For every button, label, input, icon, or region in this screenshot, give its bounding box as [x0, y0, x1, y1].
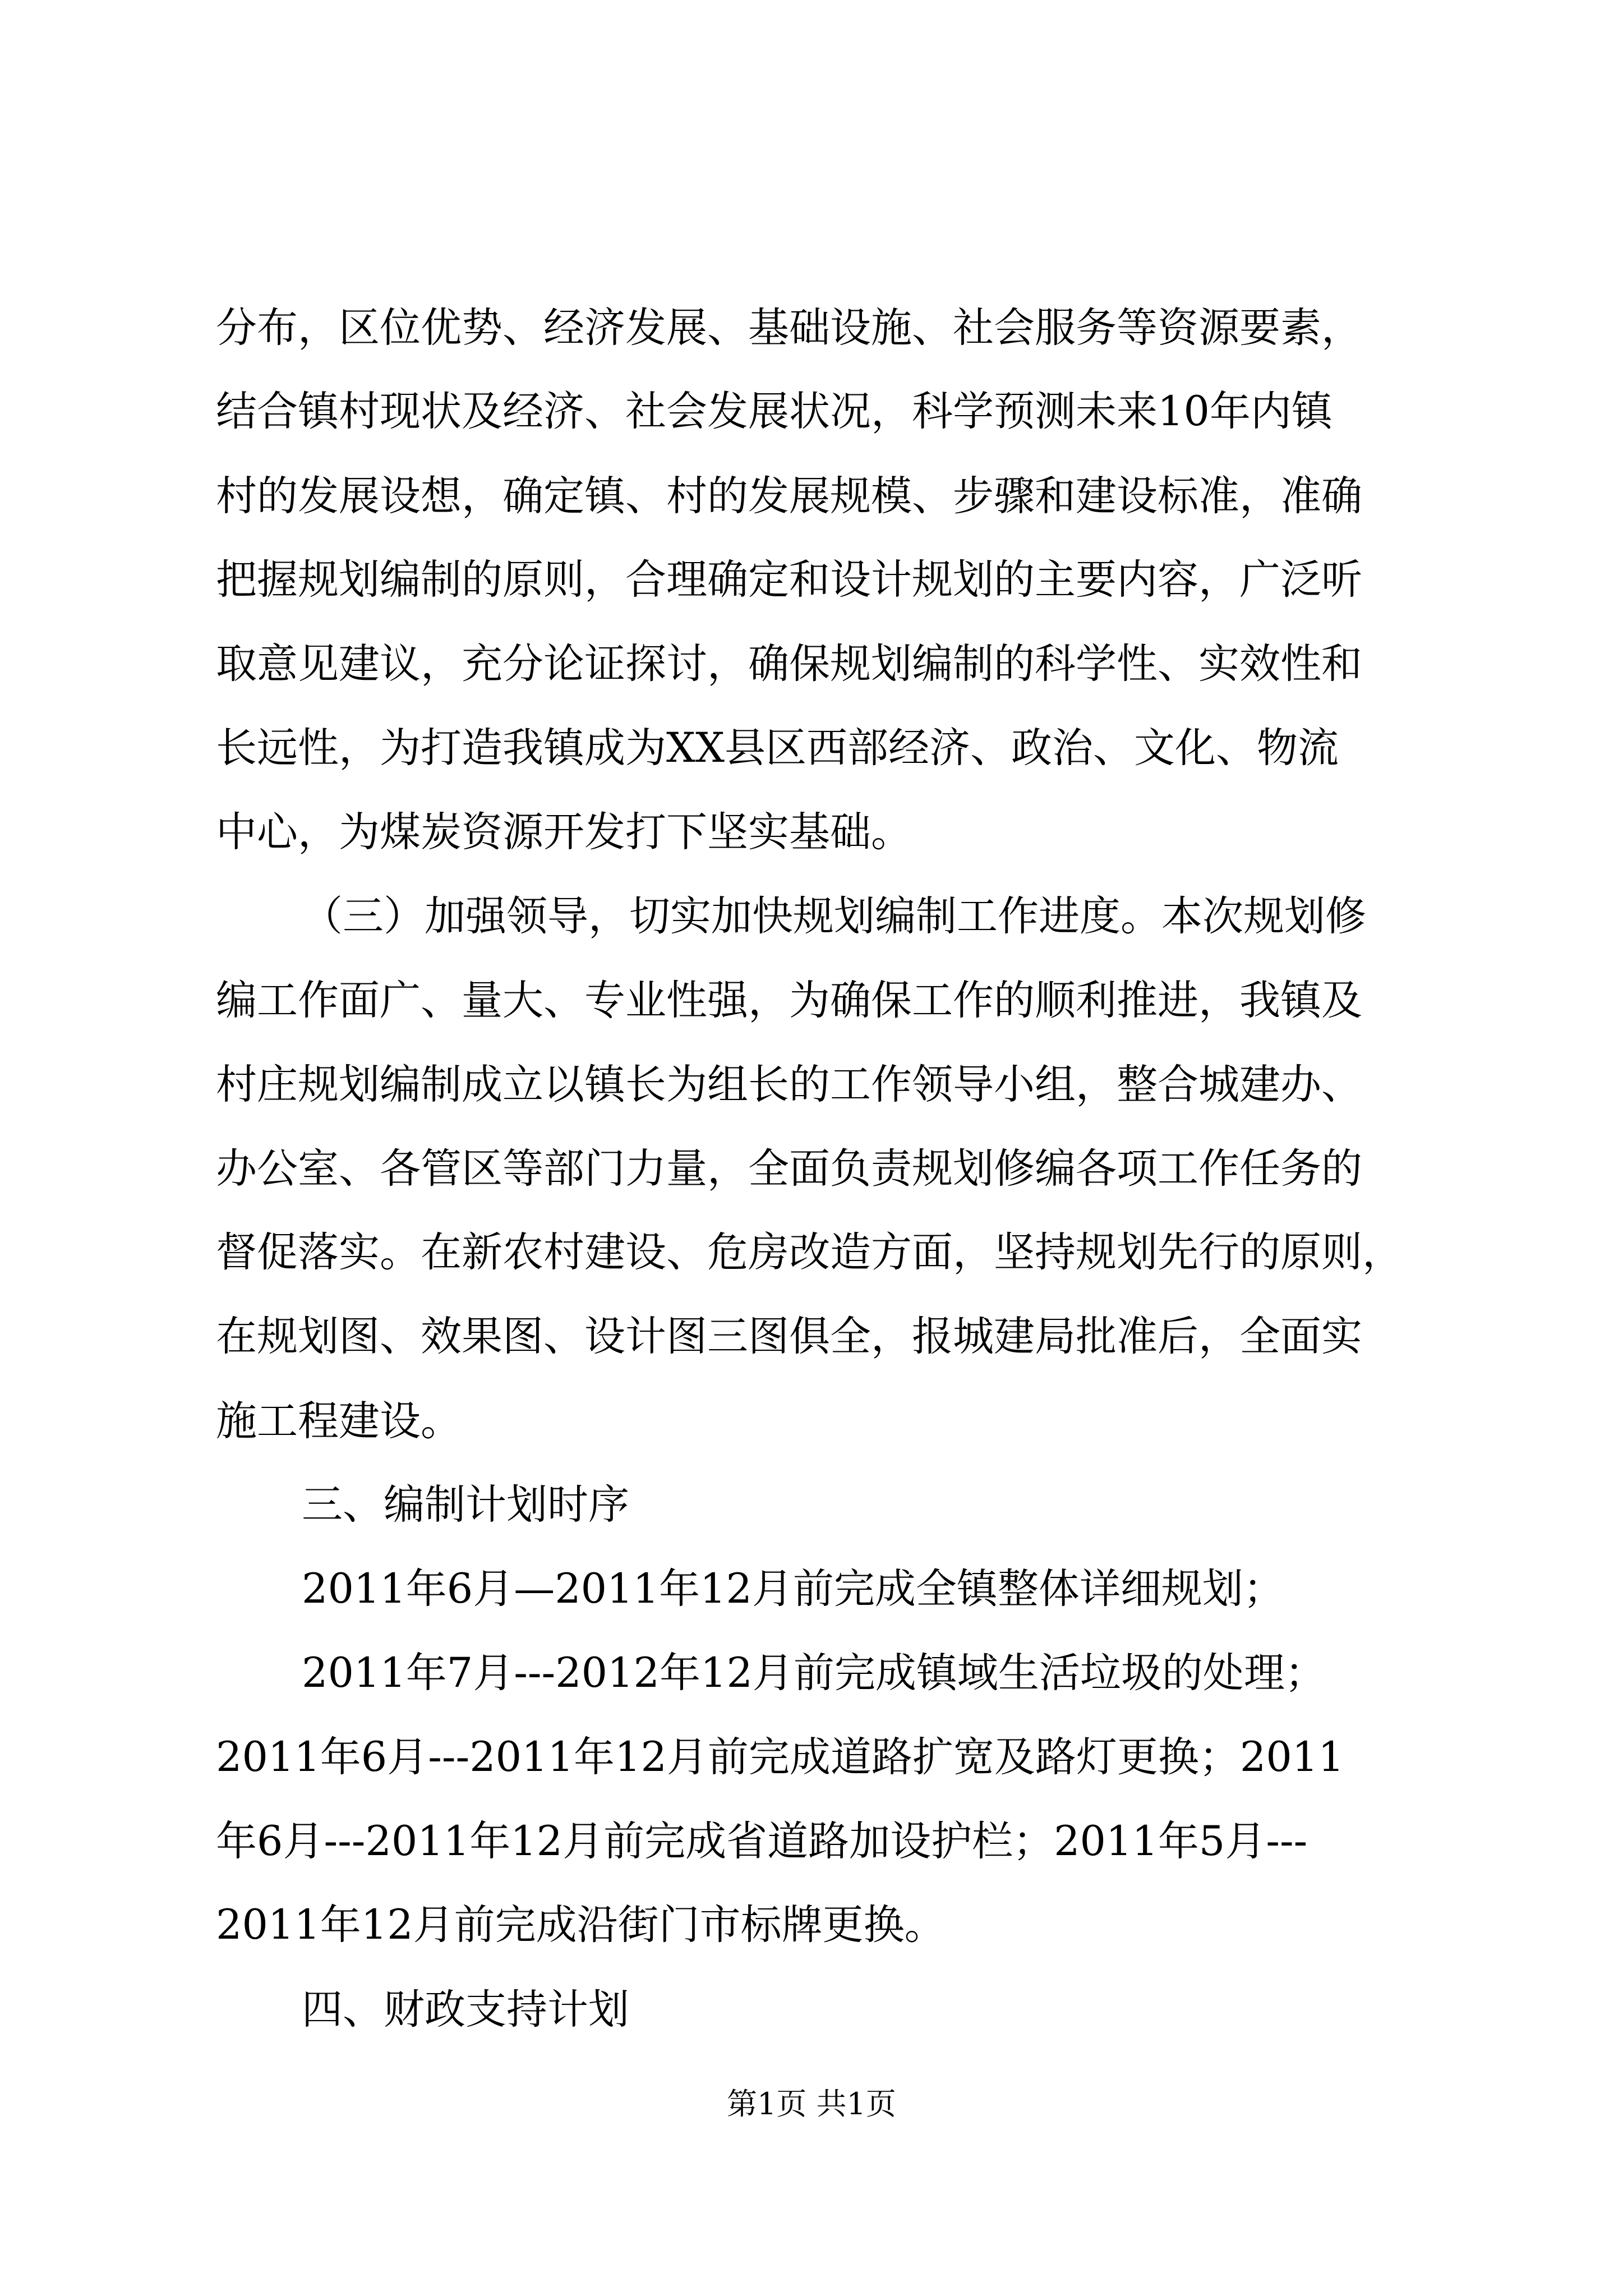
text-line: 办公室、各管区等部门力量，全面负责规划修编各项工作任务的: [216, 1145, 1362, 1193]
schedule-line: 2011年12月前完成沿街门市标牌更换。: [216, 1901, 946, 1949]
text-line: 中心，为煤炭资源开发打下坚实基础。: [216, 808, 912, 856]
schedule-line: 2011年6月---2011年12月前完成道路扩宽及路灯更换；2011: [216, 1733, 1344, 1781]
text-line: 分布，区位优势、经济发展、基础设施、社会服务等资源要素，: [216, 304, 1362, 352]
text-line: 施工程建设。: [216, 1397, 462, 1445]
schedule-line: 2011年7月---2012年12月前完成镇域生活垃圾的处理；: [302, 1649, 1326, 1697]
schedule-line: 2011年6月—2011年12月前完成全镇整体详细规划；: [302, 1565, 1284, 1613]
section-heading: 三、编制计划时序: [302, 1481, 629, 1529]
text-line: 把握规划编制的原则，合理确定和设计规划的主要内容，广泛听: [216, 556, 1362, 604]
schedule-line: 年6月---2011年12月前完成省道路加设护栏；2011年5月---: [216, 1818, 1308, 1865]
text-line: 取意见建议，充分论证探讨，确保规划编制的科学性、实效性和: [216, 640, 1362, 688]
text-line: 结合镇村现状及经济、社会发展状况，科学预测未来10年内镇: [216, 388, 1332, 435]
paragraph-heading-line: （三）加强领导，切实加快规划编制工作进度。本次规划修: [302, 892, 1366, 940]
page-number-footer: 第1页 共1页: [727, 2086, 896, 2122]
text-line: 长远性，为打造我镇成为XX县区西部经济、政治、文化、物流: [216, 724, 1339, 772]
text-line: 编工作面广、量大、专业性强，为确保工作的顺利推进，我镇及: [216, 977, 1362, 1024]
text-line: 在规划图、效果图、设计图三图俱全，报城建局批准后，全面实: [216, 1313, 1362, 1360]
text-line: 村庄规划编制成立以镇长为组长的工作领导小组，整合城建办、: [216, 1061, 1362, 1108]
text-line: 督促落实。在新农村建设、危房改造方面，坚持规划先行的原则，: [216, 1228, 1403, 1276]
section-heading: 四、财政支持计划: [302, 1986, 629, 2033]
text-line: 村的发展设想，确定镇、村的发展规模、步骤和建设标准，准确: [216, 472, 1362, 520]
